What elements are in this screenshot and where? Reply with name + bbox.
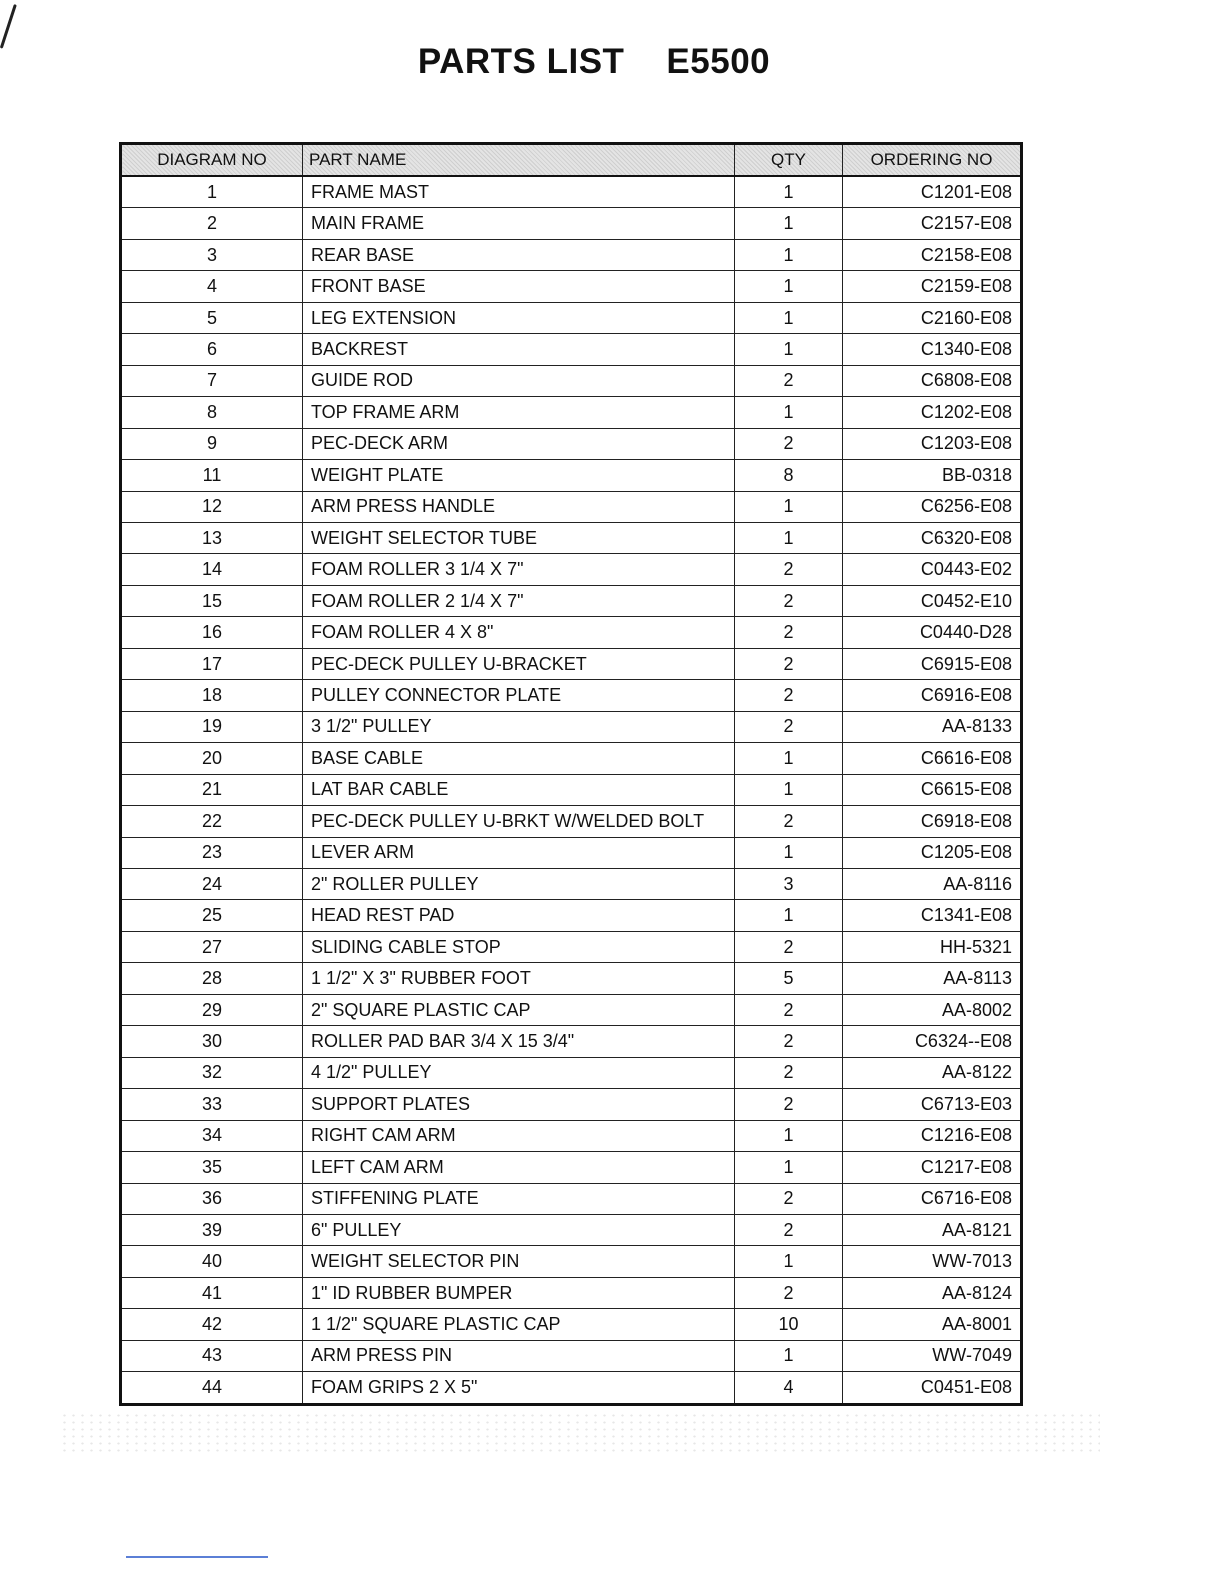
cell-diagram-no: 11 bbox=[121, 460, 303, 491]
table-row bbox=[121, 1152, 1022, 1183]
cell-part-name: LAT BAR CABLE bbox=[303, 774, 735, 805]
cell-ordering-no: AA-8113 bbox=[843, 963, 1022, 994]
table-row bbox=[121, 806, 1022, 837]
cell-ordering-no: C2160-E08 bbox=[843, 302, 1022, 333]
cell-part-name: ARM PRESS HANDLE bbox=[303, 491, 735, 522]
cell-diagram-no: 2 bbox=[121, 208, 303, 239]
cell-qty: 4 bbox=[735, 1372, 843, 1405]
cell-ordering-no: AA-8121 bbox=[843, 1214, 1022, 1245]
cell-part-name: ARM PRESS PIN bbox=[303, 1340, 735, 1371]
table-row bbox=[121, 868, 1022, 899]
cell-ordering-no: C0452-E10 bbox=[843, 585, 1022, 616]
cell-part-name: 2" SQUARE PLASTIC CAP bbox=[303, 994, 735, 1025]
cell-diagram-no: 8 bbox=[121, 397, 303, 428]
table-row bbox=[121, 931, 1022, 962]
cell-qty: 2 bbox=[735, 428, 843, 459]
header-diagram-no: DIAGRAM NO bbox=[121, 144, 303, 177]
cell-qty: 1 bbox=[735, 397, 843, 428]
cell-ordering-no: C6320-E08 bbox=[843, 522, 1022, 553]
cell-ordering-no: AA-8116 bbox=[843, 868, 1022, 899]
cell-diagram-no: 32 bbox=[121, 1057, 303, 1088]
cell-diagram-no: 15 bbox=[121, 585, 303, 616]
table-row bbox=[121, 1372, 1022, 1405]
cell-ordering-no: AA-8133 bbox=[843, 711, 1022, 742]
cell-part-name: FOAM GRIPS 2 X 5" bbox=[303, 1372, 735, 1405]
cell-qty: 1 bbox=[735, 239, 843, 270]
cell-part-name: WEIGHT SELECTOR PIN bbox=[303, 1246, 735, 1277]
cell-diagram-no: 24 bbox=[121, 868, 303, 899]
cell-ordering-no: C6916-E08 bbox=[843, 680, 1022, 711]
cell-diagram-no: 9 bbox=[121, 428, 303, 459]
header-part-name: PART NAME bbox=[303, 144, 735, 177]
table-row bbox=[121, 460, 1022, 491]
parts-table bbox=[119, 142, 1023, 1406]
cell-part-name: REAR BASE bbox=[303, 239, 735, 270]
cell-qty: 1 bbox=[735, 334, 843, 365]
cell-diagram-no: 12 bbox=[121, 491, 303, 522]
cell-ordering-no: C6808-E08 bbox=[843, 365, 1022, 396]
cell-part-name: SLIDING CABLE STOP bbox=[303, 931, 735, 962]
cell-qty: 1 bbox=[735, 271, 843, 302]
cell-diagram-no: 14 bbox=[121, 554, 303, 585]
cell-qty: 1 bbox=[735, 208, 843, 239]
table-row bbox=[121, 1089, 1022, 1120]
cell-diagram-no: 39 bbox=[121, 1214, 303, 1245]
cell-part-name: PEC-DECK PULLEY U-BRACKET bbox=[303, 648, 735, 679]
table-row bbox=[121, 585, 1022, 616]
cell-diagram-no: 27 bbox=[121, 931, 303, 962]
table-row bbox=[121, 176, 1022, 208]
cell-qty: 8 bbox=[735, 460, 843, 491]
cell-ordering-no: AA-8002 bbox=[843, 994, 1022, 1025]
cell-qty: 1 bbox=[735, 900, 843, 931]
cell-ordering-no: C2157-E08 bbox=[843, 208, 1022, 239]
table-row bbox=[121, 711, 1022, 742]
cell-ordering-no: AA-8124 bbox=[843, 1277, 1022, 1308]
cell-ordering-no: C6616-E08 bbox=[843, 743, 1022, 774]
cell-diagram-no: 19 bbox=[121, 711, 303, 742]
cell-diagram-no: 21 bbox=[121, 774, 303, 805]
cell-part-name: WEIGHT PLATE bbox=[303, 460, 735, 491]
cell-diagram-no: 3 bbox=[121, 239, 303, 270]
model-number: E5500 bbox=[666, 42, 771, 81]
cell-qty: 1 bbox=[735, 1246, 843, 1277]
cell-part-name: ROLLER PAD BAR 3/4 X 15 3/4" bbox=[303, 1026, 735, 1057]
cell-part-name: 4 1/2" PULLEY bbox=[303, 1057, 735, 1088]
table-row bbox=[121, 365, 1022, 396]
cell-diagram-no: 4 bbox=[121, 271, 303, 302]
cell-part-name: FOAM ROLLER 2 1/4 X 7" bbox=[303, 585, 735, 616]
cell-part-name: PULLEY CONNECTOR PLATE bbox=[303, 680, 735, 711]
parts-table-body bbox=[121, 176, 1022, 1405]
cell-qty: 1 bbox=[735, 491, 843, 522]
cell-part-name: FOAM ROLLER 4 X 8" bbox=[303, 617, 735, 648]
table-row bbox=[121, 239, 1022, 270]
cell-ordering-no: C6915-E08 bbox=[843, 648, 1022, 679]
table-row bbox=[121, 1120, 1022, 1151]
cell-qty: 1 bbox=[735, 1152, 843, 1183]
table-row bbox=[121, 428, 1022, 459]
cell-qty: 1 bbox=[735, 743, 843, 774]
cell-qty: 2 bbox=[735, 1089, 843, 1120]
cell-ordering-no: C1202-E08 bbox=[843, 397, 1022, 428]
cell-diagram-no: 5 bbox=[121, 302, 303, 333]
cell-diagram-no: 33 bbox=[121, 1089, 303, 1120]
table-row bbox=[121, 1057, 1022, 1088]
cell-part-name: STIFFENING PLATE bbox=[303, 1183, 735, 1214]
cell-ordering-no: C2158-E08 bbox=[843, 239, 1022, 270]
cell-part-name: LEG EXTENSION bbox=[303, 302, 735, 333]
cell-qty: 2 bbox=[735, 554, 843, 585]
cell-ordering-no: C6918-E08 bbox=[843, 806, 1022, 837]
cell-ordering-no: C0440-D28 bbox=[843, 617, 1022, 648]
table-row bbox=[121, 743, 1022, 774]
cell-qty: 3 bbox=[735, 868, 843, 899]
cell-part-name: HEAD REST PAD bbox=[303, 900, 735, 931]
cell-diagram-no: 42 bbox=[121, 1309, 303, 1340]
cell-qty: 2 bbox=[735, 711, 843, 742]
cell-qty: 2 bbox=[735, 1183, 843, 1214]
cell-qty: 1 bbox=[735, 774, 843, 805]
cell-ordering-no: WW-7049 bbox=[843, 1340, 1022, 1371]
cell-part-name: 3 1/2" PULLEY bbox=[303, 711, 735, 742]
cell-ordering-no: C1201-E08 bbox=[843, 176, 1022, 208]
cell-qty: 2 bbox=[735, 931, 843, 962]
cell-diagram-no: 35 bbox=[121, 1152, 303, 1183]
cell-diagram-no: 16 bbox=[121, 617, 303, 648]
cell-qty: 1 bbox=[735, 176, 843, 208]
cell-part-name: FRONT BASE bbox=[303, 271, 735, 302]
cell-part-name: PEC-DECK PULLEY U-BRKT W/WELDED BOLT bbox=[303, 806, 735, 837]
table-row bbox=[121, 837, 1022, 868]
cell-diagram-no: 36 bbox=[121, 1183, 303, 1214]
cell-part-name: LEFT CAM ARM bbox=[303, 1152, 735, 1183]
table-row bbox=[121, 900, 1022, 931]
cell-qty: 1 bbox=[735, 522, 843, 553]
cell-ordering-no: HH-5321 bbox=[843, 931, 1022, 962]
cell-ordering-no: C0451-E08 bbox=[843, 1372, 1022, 1405]
cell-qty: 2 bbox=[735, 1214, 843, 1245]
cell-ordering-no: C1340-E08 bbox=[843, 334, 1022, 365]
cell-diagram-no: 1 bbox=[121, 176, 303, 208]
table-row bbox=[121, 1246, 1022, 1277]
cell-ordering-no: C0443-E02 bbox=[843, 554, 1022, 585]
cell-part-name: 1" ID RUBBER BUMPER bbox=[303, 1277, 735, 1308]
cell-qty: 1 bbox=[735, 1120, 843, 1151]
cell-diagram-no: 23 bbox=[121, 837, 303, 868]
cell-part-name: 2" ROLLER PULLEY bbox=[303, 868, 735, 899]
cell-diagram-no: 28 bbox=[121, 963, 303, 994]
table-row bbox=[121, 1183, 1022, 1214]
cell-diagram-no: 7 bbox=[121, 365, 303, 396]
cell-qty: 2 bbox=[735, 1057, 843, 1088]
cell-qty: 2 bbox=[735, 994, 843, 1025]
cell-part-name: 1 1/2" X 3" RUBBER FOOT bbox=[303, 963, 735, 994]
cell-diagram-no: 29 bbox=[121, 994, 303, 1025]
table-row bbox=[121, 397, 1022, 428]
table-row bbox=[121, 1340, 1022, 1371]
cell-part-name: TOP FRAME ARM bbox=[303, 397, 735, 428]
cell-ordering-no: C6713-E03 bbox=[843, 1089, 1022, 1120]
cell-diagram-no: 34 bbox=[121, 1120, 303, 1151]
cell-part-name: FOAM ROLLER 3 1/4 X 7" bbox=[303, 554, 735, 585]
cell-part-name: PEC-DECK ARM bbox=[303, 428, 735, 459]
table-row bbox=[121, 1026, 1022, 1057]
cell-diagram-no: 30 bbox=[121, 1026, 303, 1057]
cell-diagram-no: 41 bbox=[121, 1277, 303, 1308]
header-qty: QTY bbox=[735, 144, 843, 177]
table-row bbox=[121, 1309, 1022, 1340]
cell-part-name: 1 1/2" SQUARE PLASTIC CAP bbox=[303, 1309, 735, 1340]
cell-part-name: SUPPORT PLATES bbox=[303, 1089, 735, 1120]
table-row bbox=[121, 208, 1022, 239]
cell-ordering-no: C6256-E08 bbox=[843, 491, 1022, 522]
cell-qty: 2 bbox=[735, 806, 843, 837]
header-ordering-no: ORDERING NO bbox=[843, 144, 1022, 177]
cell-diagram-no: 6 bbox=[121, 334, 303, 365]
table-row bbox=[121, 994, 1022, 1025]
cell-part-name: RIGHT CAM ARM bbox=[303, 1120, 735, 1151]
cell-part-name: 6" PULLEY bbox=[303, 1214, 735, 1245]
table-row bbox=[121, 271, 1022, 302]
cell-qty: 2 bbox=[735, 1277, 843, 1308]
table-row bbox=[121, 554, 1022, 585]
cell-qty: 1 bbox=[735, 837, 843, 868]
cell-ordering-no: C1203-E08 bbox=[843, 428, 1022, 459]
cell-qty: 2 bbox=[735, 617, 843, 648]
cell-qty: 2 bbox=[735, 680, 843, 711]
cell-diagram-no: 44 bbox=[121, 1372, 303, 1405]
cell-qty: 2 bbox=[735, 648, 843, 679]
cell-diagram-no: 22 bbox=[121, 806, 303, 837]
title-text: PARTS LIST bbox=[417, 42, 625, 81]
cell-ordering-no: C1217-E08 bbox=[843, 1152, 1022, 1183]
table-row bbox=[121, 648, 1022, 679]
cell-qty: 10 bbox=[735, 1309, 843, 1340]
cell-ordering-no: C1341-E08 bbox=[843, 900, 1022, 931]
table-header-row bbox=[121, 144, 1022, 177]
cell-diagram-no: 40 bbox=[121, 1246, 303, 1277]
cell-qty: 5 bbox=[735, 963, 843, 994]
cell-ordering-no: AA-8001 bbox=[843, 1309, 1022, 1340]
scan-noise bbox=[60, 1412, 1100, 1452]
cell-ordering-no: C1205-E08 bbox=[843, 837, 1022, 868]
table-row bbox=[121, 1214, 1022, 1245]
cell-part-name: BASE CABLE bbox=[303, 743, 735, 774]
table-row bbox=[121, 302, 1022, 333]
table-row bbox=[121, 617, 1022, 648]
cell-part-name: LEVER ARM bbox=[303, 837, 735, 868]
cell-diagram-no: 20 bbox=[121, 743, 303, 774]
cell-diagram-no: 13 bbox=[121, 522, 303, 553]
cell-ordering-no: C2159-E08 bbox=[843, 271, 1022, 302]
cell-qty: 1 bbox=[735, 1340, 843, 1371]
cell-qty: 1 bbox=[735, 302, 843, 333]
table-row bbox=[121, 680, 1022, 711]
cell-ordering-no: AA-8122 bbox=[843, 1057, 1022, 1088]
cell-part-name: FRAME MAST bbox=[303, 176, 735, 208]
cell-part-name: BACKREST bbox=[303, 334, 735, 365]
cell-ordering-no: C6615-E08 bbox=[843, 774, 1022, 805]
cell-ordering-no: C1216-E08 bbox=[843, 1120, 1022, 1151]
blue-underline bbox=[126, 1556, 268, 1558]
cell-diagram-no: 43 bbox=[121, 1340, 303, 1371]
table-row bbox=[121, 522, 1022, 553]
cell-ordering-no: C6324--E08 bbox=[843, 1026, 1022, 1057]
cell-ordering-no: C6716-E08 bbox=[843, 1183, 1022, 1214]
cell-qty: 2 bbox=[735, 585, 843, 616]
table-row bbox=[121, 1277, 1022, 1308]
table-row bbox=[121, 774, 1022, 805]
cell-diagram-no: 18 bbox=[121, 680, 303, 711]
table-row bbox=[121, 491, 1022, 522]
cell-ordering-no: BB-0318 bbox=[843, 460, 1022, 491]
cell-ordering-no: WW-7013 bbox=[843, 1246, 1022, 1277]
table-row bbox=[121, 963, 1022, 994]
cell-part-name: WEIGHT SELECTOR TUBE bbox=[303, 522, 735, 553]
cell-part-name: MAIN FRAME bbox=[303, 208, 735, 239]
cell-qty: 2 bbox=[735, 1026, 843, 1057]
cell-diagram-no: 25 bbox=[121, 900, 303, 931]
table-row bbox=[121, 334, 1022, 365]
page-title bbox=[0, 42, 1188, 82]
cell-diagram-no: 17 bbox=[121, 648, 303, 679]
cell-qty: 2 bbox=[735, 365, 843, 396]
cell-part-name: GUIDE ROD bbox=[303, 365, 735, 396]
